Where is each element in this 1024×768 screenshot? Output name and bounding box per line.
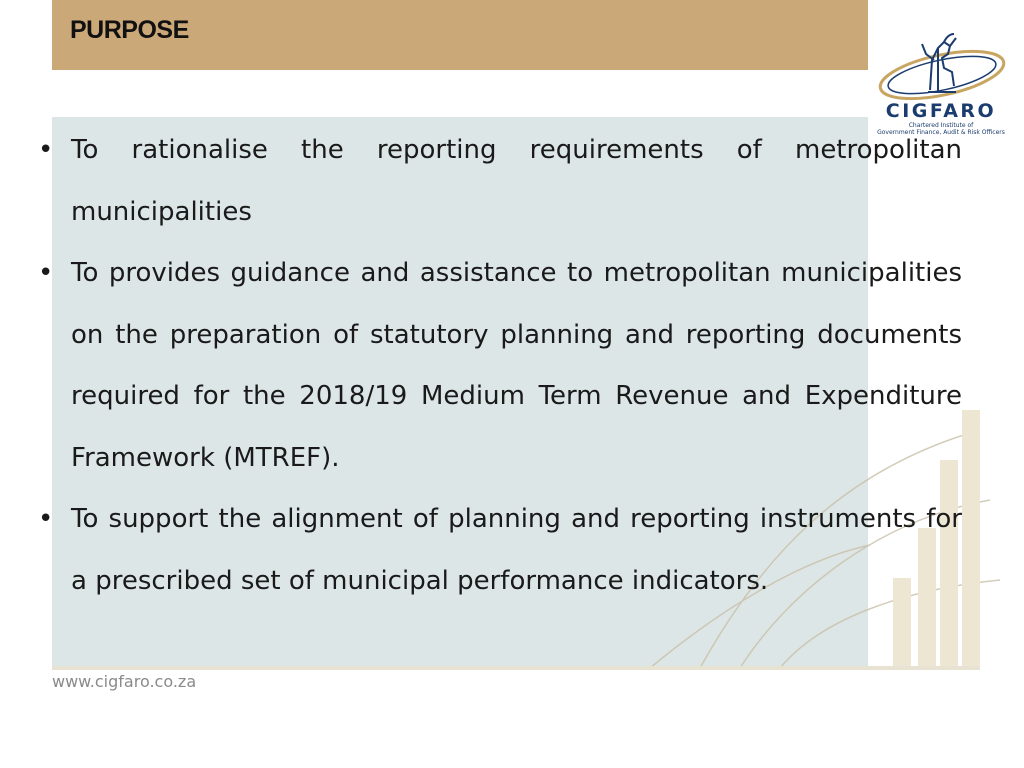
bullet-dot: • — [38, 258, 54, 288]
logo-wordmark: CIGFARO — [885, 100, 997, 122]
bullet-dot: • — [38, 135, 54, 165]
bullet-item — [38, 243, 962, 489]
bullet-item — [38, 489, 962, 612]
purpose-bullet-list — [38, 120, 962, 612]
slide-title: PURPOSE — [70, 16, 189, 44]
bullet-text: To provides guidance and assistance to metropolitan municipalities on the preparation of statutory planning and reporting documents required for the 2018/19 Medium Term Revenue and Expenditure Framework (MTREF). — [71, 258, 962, 473]
bullet-text: To support the alignment of planning and reporting instruments for a prescribed set of municipal performance indicators. — [71, 504, 962, 596]
logo-subtitle-line-2: Government Finance, Audit & Risk Officers — [877, 129, 1005, 136]
footer-website-link[interactable]: www.cigfaro.co.za — [52, 672, 197, 691]
bullet-text: To rationalise the reporting requirements of metropolitan municipalities — [71, 135, 962, 227]
bullet-dot: • — [38, 504, 54, 534]
logo-subtitle-line-1: Chartered Institute of — [908, 122, 974, 129]
bullet-item — [38, 120, 962, 243]
